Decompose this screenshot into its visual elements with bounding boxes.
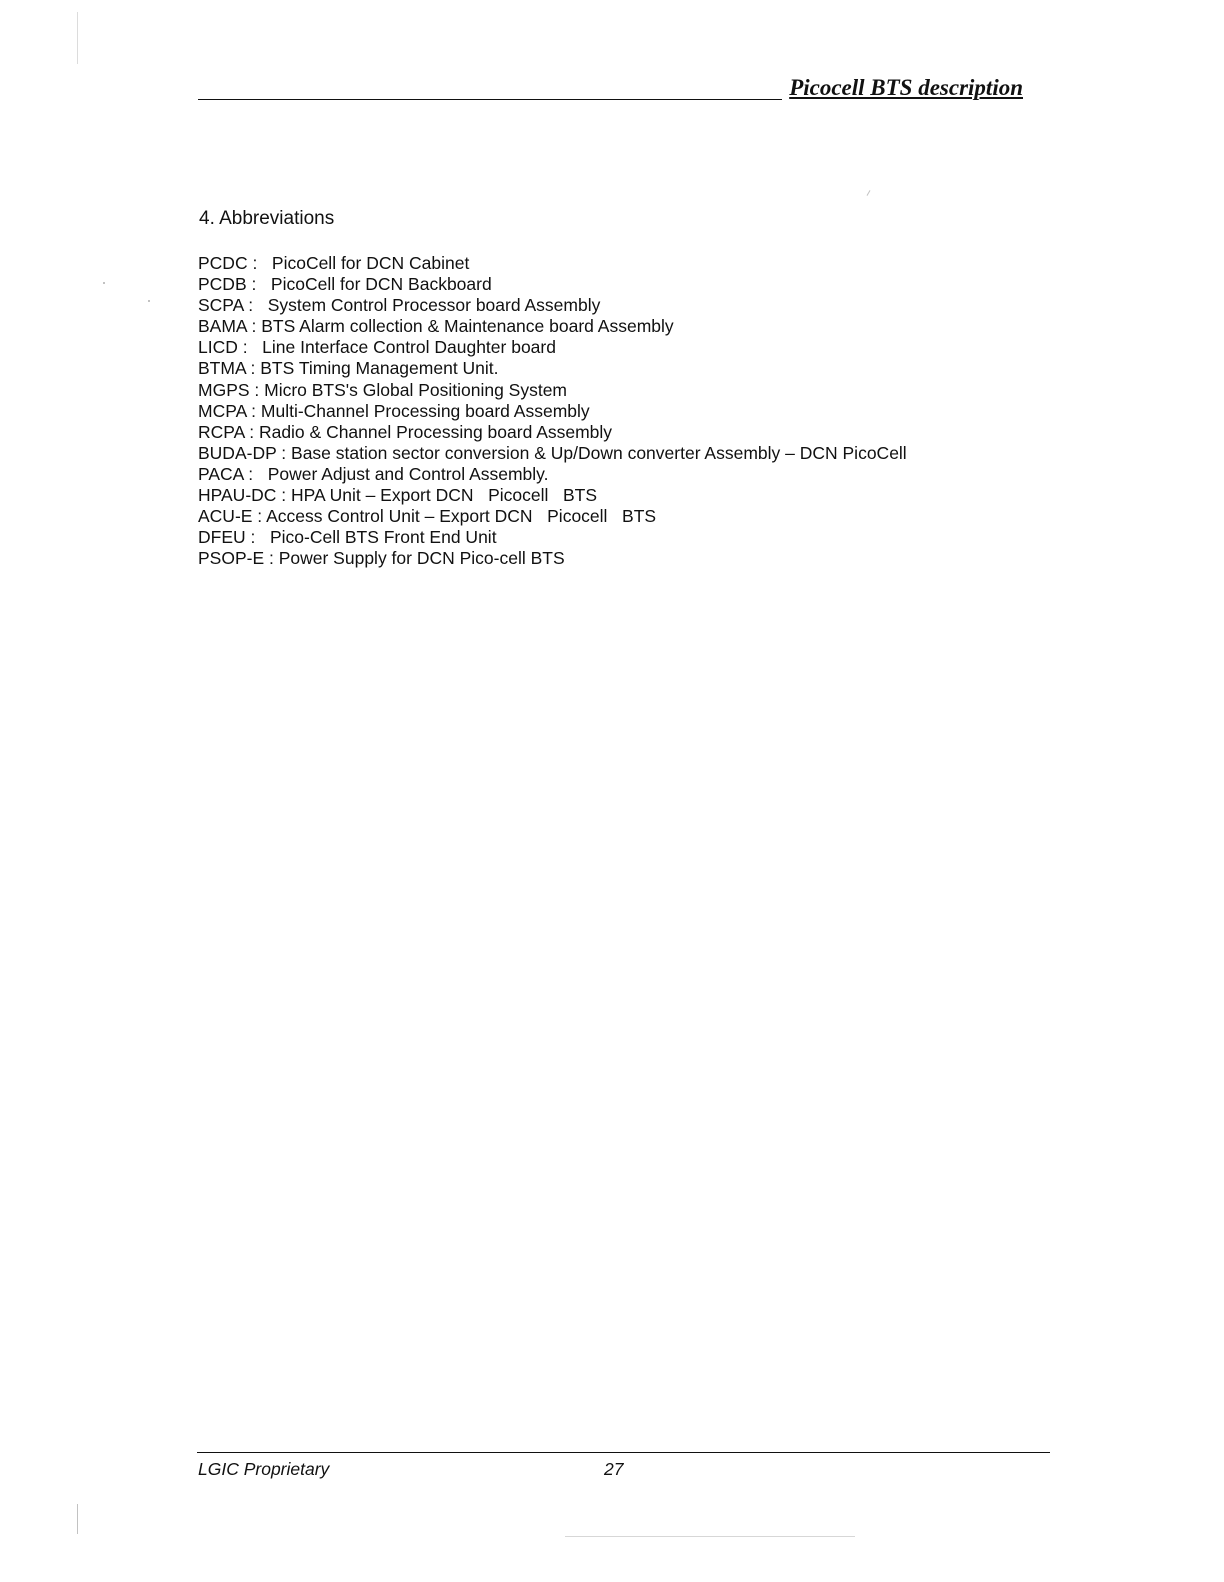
abbreviation-item: HPAU-DC : HPA Unit – Export DCN Picocell BTS — [198, 485, 598, 506]
footer-rule — [197, 1452, 1050, 1453]
abbreviation-item: LICD : Line Interface Control Daughter board — [198, 337, 556, 358]
scan-artifact — [565, 1536, 855, 1537]
footer-proprietary-label: LGIC Proprietary — [198, 1459, 330, 1479]
abbreviation-item: MGPS : Micro BTS's Global Positioning System — [198, 379, 568, 400]
abbreviation-item: ACU-E : Access Control Unit – Export DCN Picocell BTS — [198, 506, 657, 527]
abbreviation-item: RCPA : Radio & Channel Processing board Assembly — [198, 421, 613, 442]
header-rule — [198, 99, 782, 100]
abbreviation-list — [198, 253, 907, 569]
abbreviation-item: DFEU : Pico-Cell BTS Front End Unit — [198, 527, 497, 548]
page-number: 27 — [604, 1459, 624, 1479]
scan-artifact — [77, 1504, 78, 1534]
abbreviation-item: PCDB : PicoCell for DCN Backboard — [198, 274, 492, 295]
scan-artifact — [103, 282, 105, 284]
abbreviation-item: PACA : Power Adjust and Control Assembly. — [198, 463, 549, 484]
abbreviation-item: BTMA : BTS Timing Management Unit. — [198, 358, 499, 379]
abbreviation-item: BAMA : BTS Alarm collection & Maintenance board Assembly — [198, 316, 674, 337]
abbreviation-item: PCDC : PicoCell for DCN Cabinet — [198, 253, 470, 273]
scan-artifact — [148, 300, 150, 302]
abbreviation-item: SCPA : System Control Processor board Assembly — [198, 295, 601, 316]
abbreviation-item: MCPA : Multi-Channel Processing board Assembly — [198, 400, 590, 421]
header-title: Picocell BTS description — [789, 75, 1023, 100]
abbreviation-item: PSOP-E : Power Supply for DCN Pico-cell BTS — [198, 548, 565, 569]
section-heading: 4. Abbreviations — [199, 208, 335, 229]
abbreviation-item: BUDA-DP : Base station sector conversion & Up/Down converter Assembly – DCN PicoCell — [198, 442, 907, 463]
scan-artifact — [867, 190, 871, 196]
scan-artifact — [77, 12, 78, 64]
